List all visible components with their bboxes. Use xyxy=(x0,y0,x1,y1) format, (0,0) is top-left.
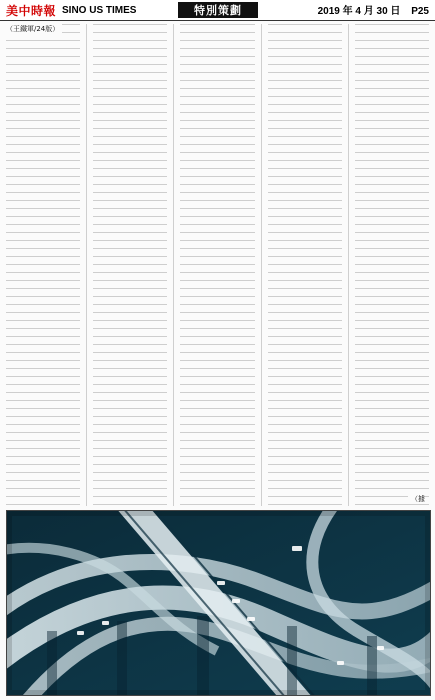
column-5 xyxy=(355,24,429,506)
article-columns xyxy=(6,24,429,506)
column-3 xyxy=(180,24,254,506)
section-label-box xyxy=(178,2,258,18)
column-rule xyxy=(86,24,87,506)
column-2 xyxy=(93,24,167,506)
masthead-chinese: 美中時報 xyxy=(6,3,57,18)
page-header xyxy=(0,0,435,21)
masthead-english: SINO US TIMES xyxy=(62,4,137,16)
endnote: （據 xyxy=(408,494,425,504)
issue-date: 2019 年 4 月 30 日 xyxy=(317,6,401,17)
section-label: 特別策劃 xyxy=(194,4,242,17)
column-rule xyxy=(348,24,349,506)
column-rule xyxy=(173,24,174,506)
text-lines xyxy=(268,24,342,506)
page-number: P25 xyxy=(411,6,429,17)
text-lines xyxy=(93,24,167,506)
article-body xyxy=(6,24,429,506)
column-4 xyxy=(268,24,342,506)
column-1 xyxy=(6,24,80,506)
date-and-page xyxy=(318,2,429,17)
photo-illustration xyxy=(7,511,430,695)
text-lines xyxy=(180,24,254,506)
column-rule xyxy=(261,24,262,506)
masthead xyxy=(0,2,136,19)
text-lines xyxy=(355,24,429,506)
text-lines xyxy=(6,24,80,506)
highway-interchange-photo xyxy=(6,510,431,696)
byline: （王鐵軍/24版） xyxy=(6,24,62,34)
